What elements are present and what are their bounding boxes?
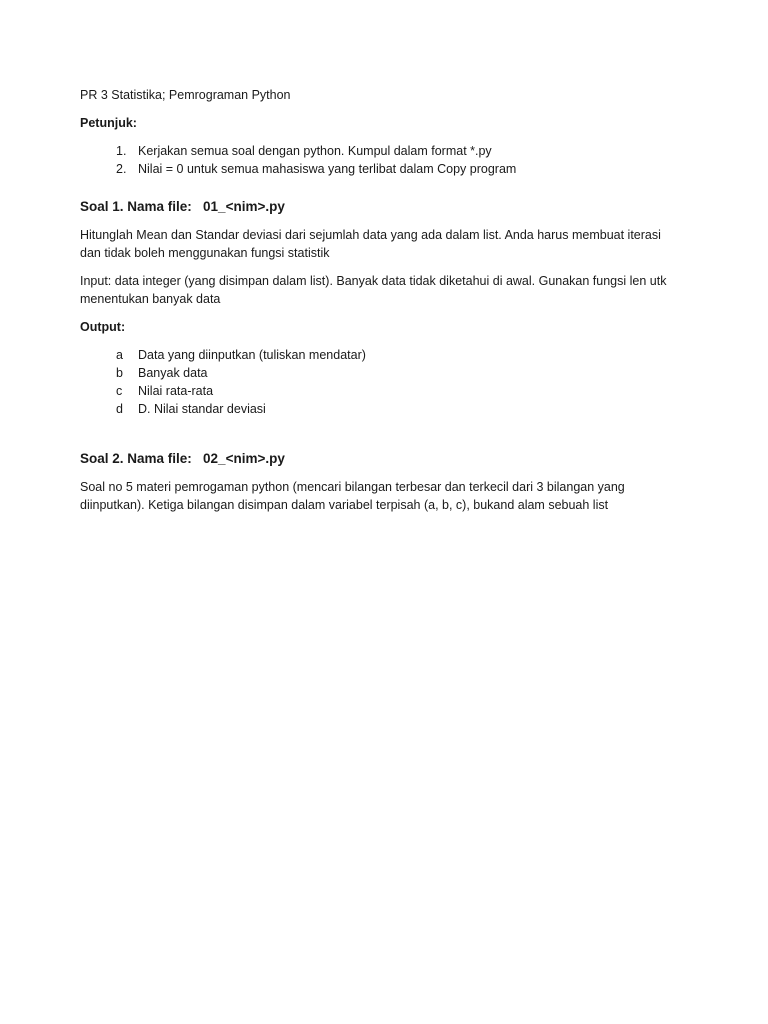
soal1-heading: Soal 1. Nama file: 01_<nim>.py bbox=[80, 199, 285, 214]
instructions-label: Petunjuk: bbox=[80, 116, 137, 130]
document-content bbox=[80, 86, 680, 524]
list-marker: 2. bbox=[116, 162, 127, 176]
list-item bbox=[80, 346, 680, 364]
soal1-output-label: Output: bbox=[80, 320, 126, 334]
output-text: D. Nilai standar deviasi bbox=[138, 402, 266, 416]
soal1-input: Input: data integer (yang disimpan dalam list). Banyak data tidak diketahui di awal. Gunakan fungsi len utk menentukan banyak data bbox=[80, 274, 667, 306]
list-marker: d bbox=[116, 402, 123, 416]
output-text: Nilai rata-rata bbox=[138, 384, 214, 398]
output-text: Banyak data bbox=[138, 366, 208, 380]
soal1-output-list bbox=[80, 346, 680, 418]
list-item bbox=[80, 364, 680, 382]
output-text: Data yang diinputkan (tuliskan mendatar) bbox=[138, 348, 366, 362]
list-item bbox=[80, 142, 680, 160]
instructions-list bbox=[80, 142, 680, 178]
list-marker: c bbox=[116, 384, 123, 398]
list-marker: a bbox=[116, 348, 123, 362]
list-item bbox=[80, 160, 680, 178]
soal2-description: Soal no 5 materi pemrogaman python (mencari bilangan terbesar dan terkecil dari 3 bilangan yang diinputkan). Ketiga bilangan disimpan dalam variabel terpisah (a, b, c), bukand alam sebuah list bbox=[80, 480, 625, 512]
soal2-heading: Soal 2. Nama file: 02_<nim>.py bbox=[80, 451, 285, 466]
instruction-text: Kerjakan semua soal dengan python. Kumpul dalam format *.py bbox=[138, 144, 492, 158]
list-item bbox=[80, 382, 680, 400]
document-title: PR 3 Statistika; Pemrograman Python bbox=[80, 88, 291, 102]
soal1-description: Hitunglah Mean dan Standar deviasi dari sejumlah data yang ada dalam list. Anda harus membuat iterasi dan tidak boleh menggunakan fungsi statistik bbox=[80, 228, 661, 260]
list-marker: b bbox=[116, 366, 123, 380]
list-marker: 1. bbox=[116, 144, 127, 158]
list-item bbox=[80, 400, 680, 418]
instruction-text: Nilai = 0 untuk semua mahasiswa yang terlibat dalam Copy program bbox=[138, 162, 517, 176]
